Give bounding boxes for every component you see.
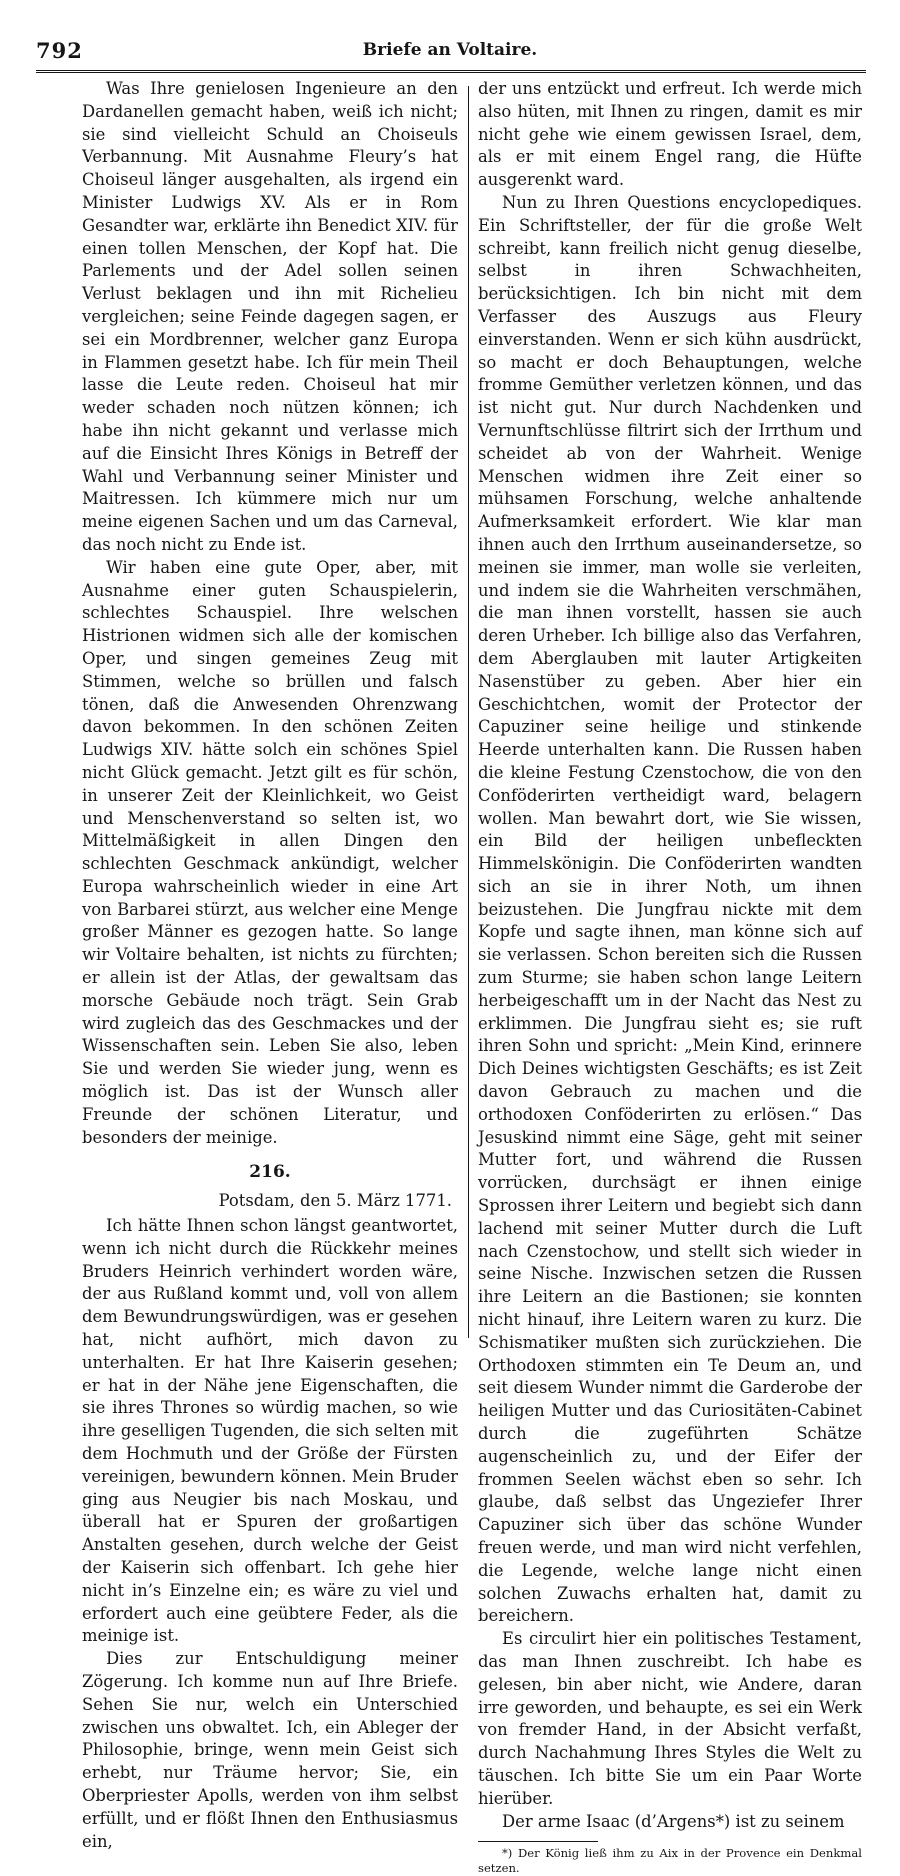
paragraph: Der arme Isaac (d’Argens*) ist zu seinem [502,1811,845,1831]
paragraph: Wir haben eine gute Oper, aber, mit Ausnahme einer guten Schauspielerin, schlechtes Schauspiel. Ihre welschen Histrionen widmen sich alle der komischen Oper, und singen gemeines Zeug mit Stimmen, welche so brüllen und falsch tönen, daß die Anwesenden Ohrenzwang davon bekommen. In den schönen Zeiten Ludwigs XIV. hätte solch ein schönes Spiel nicht Glück gemacht. Jetzt gilt es für schön, in unserer Zeit der Kleinlichkeit, wo Geist und Menschenverstand so selten ist, wo Mittelmäßigkeit in allen Dingen den schlechten Geschmack ankündigt, welcher Europa wahrscheinlich wieder in eine Art von Barbarei stürzt, aus welcher eine Menge großer Männer es gezogen hatte. So lange wir Voltaire behalten, ist nichts zu fürchten; er allein ist der Atlas, der gewaltsam das morsche Gebäude noch trägt. Sein Grab wird zugleich das des Geschmackes und der Wissenschaften sein. Leben Sie also, leben Sie und werden Sie wieder jung, wenn es möglich ist. Das ist der Wunsch aller Freunde der schönen Literatur, und besonders der meinige. [82,557,458,1147]
running-title: Briefe an Voltaire. [362,40,538,60]
left-column [82,78,458,1853]
paragraph: Dies zur Entschuldigung meiner Zögerung. Ich komme nun auf Ihre Briefe. Sehen Sie nur, welch ein Unterschied zwischen uns obwaltet. Ich, ein Ableger der Philosophie, bringe, wenn mein Geist sich erhebt, nur Träume hervor; Sie, ein Oberpriester Apolls, werden von ihm selbst erfüllt, und er flößt Ihnen den Enthusiasmus ein, [82,1649,458,1851]
page-header [36,38,864,64]
footnote-rule [478,1841,598,1842]
header-rule [36,70,866,73]
paragraph: Nun zu Ihren Questions encyclopediques. Ein Schriftsteller, der für die große Welt schreibt, kann freilich nicht genug dieselbe, selbst in ihren Schwachheiten, berücksichtigen. Ich bin nicht mit dem Verfasser des Auszugs aus Fleury einverstanden. Wenn er sich kühn ausdrückt, so macht er doch Behauptungen, welche fromme Gemüther verletzen können, und das ist nicht gut. Nur durch Nachdenken und Vernunftschlüsse filtrirt sich der Irrthum und scheidet ab von der Wahrheit. Wenige Menschen widmen ihre Zeit einer so mühsamen Forschung, welche anhaltende Aufmerksamkeit erfordert. Wie klar man ihnen auch den Irrthum auseinandersetze, so meinen sie immer, man wolle sie verleiten, und indem sie die Wahrheiten verschmähen, die man ihnen vorstellt, hassen sie auch deren Urheber. Ich billige also das Verfahren, dem Aberglauben mit lauter Artigkeiten Nasenstüber zu geben. Aber hier ein Geschichtchen, womit der Protector der Capuziner seine heilige und stinkende Heerde unterhalten kann. Die Russen haben die kleine Festung Czenstochow, die von den Conföderirten vertheidigt ward, belagern wollen. Man bewahrt dort, wie Sie wissen, ein Bild der heiligen unbefleckten Himmelskönigin. Die Conföderirten wandten sich an sie in ihrer Noth, um ihnen beizustehen. Die Jungfrau nickte mit dem Kopfe und sagte ihnen, man könne sich auf sie verlassen. Schon bereiten sich die Russen zum Sturme; sie haben schon lange Leitern herbeigeschafft um in der Nacht das Nest zu erklimmen. Die Jungfrau sieht es; sie ruft ihren Sohn und spricht: „Mein Kind, erinnere Dich Deines wichtigsten Geschäfts; es ist Zeit davon Gebrauch zu machen und die orthodoxen Conföderirten zu erlösen.“ Das Jesuskind nimmt eine Säge, geht mit seiner Mutter fort, und während die Russen vorrücken, durchsägt er ihnen einige Sprossen ihrer Leitern und begiebt sich dann lachend mit seiner Mutter durch die Luft nach Czenstochow, und stellt sich wieder in seine Nische. Inzwischen setzen die Russen ihre Leitern an die Bastionen; sie konnten nicht hinauf, ihre Leitern waren zu kurz. Die Schismatiker mußten sich zurückziehen. Die Orthodoxen stimmten ein Te Deum an, und seit diesem Wunder nimmt die Garderobe der heiligen Mutter und das Curiositäten-Cabinet durch die zugeführten Schätze augenscheinlich zu, und der Eifer der frommen Seelen wächst eben so sehr. Ich glaube, daß selbst das Ungeziefer Ihrer Capuziner sich über das schöne Wunder freuen werde, und man wird nicht verfehlen, die Legende, welche lange nicht einen solchen Zuwachs erhalten hat, damit zu bereichern. [478,192,862,1626]
letter-dateline: Potsdam, den 5. März 1771. [218,1191,452,1211]
paragraph: Ich hätte Ihnen schon längst geantwortet, wenn ich nicht durch die Rückkehr meines Bruders Heinrich verhindert worden wäre, der aus Rußland kommt und, voll von allem dem Bewundrungswürdigen, was er gesehen hat, nicht aufhört, mich davon zu unterhalten. Er hat Ihre Kaiserin gesehen; er hat in der Nähe jene Eigenschaften, die sie ihres Thrones so würdig machen, so wie ihre geselligen Tugenden, die sich selten mit dem Hochmuth und der Größe der Fürsten vereinigen, bewundern können. Mein Bruder ging aus Neugier bis nach Moskau, und überall hat er Spuren der großartigen Anstalten gesehen, durch welche der Geist der Kaiserin sich offenbart. Ich gehe hier nicht in’s Einzelne ein; es wäre zu viel und erfordert auch eine geübtere Feder, als die meinige ist. [82,1216,458,1646]
column-divider [468,86,469,1338]
paragraph: Was Ihre genielosen Ingenieure an den Dardanellen gemacht haben, weiß ich nicht; sie sind vielleicht Schuld an Choiseuls Verbannung. Mit Ausnahme Fleury’s hat Choiseul länger ausgehalten, als irgend ein Minister Ludwigs XV. Als er in Rom Gesandter war, erklärte ihn Benedict XIV. für einen tollen Menschen, der Kopf hat. Die Parlements und der Adel sollen seinen Verlust beklagen und ihn mit Richelieu vergleichen; seine Feinde dagegen sagen, er sei ein Mordbrenner, welcher ganz Europa in Flammen gesetzt habe. Ich für mein Theil lasse die Leute reden. Choiseul hat mir weder schaden noch nützen können; ich habe ihn nicht gekannt und verlasse mich auf die Einsicht Ihres Königs in Betreff der Wahl und Verbannung seiner Minister und Maitressen. Ich kümmere mich nur um meine eigenen Sachen und um das Carneval, das noch nicht zu Ende ist. [82,79,458,554]
page-number: 792 [36,38,83,63]
letter-number: 216. [249,1162,291,1183]
footnote: *) Der König ließ ihm zu Aix in der Provence ein Denkmal setzen. [478,1846,862,1876]
right-column [478,78,862,1876]
paragraph: Es circulirt hier ein politisches Testament, das man Ihnen zuschreibt. Ich habe es gelesen, bin aber nicht, wie Andere, daran irre geworden, und behaupte, es sei ein Werk von fremder Hand, in der Absicht verfaßt, durch Nachahmung Ihres Styles die Welt zu täuschen. Ich bitte Sie um ein Paar Worte hierüber. [478,1629,862,1808]
paragraph: der uns entzückt und erfreut. Ich werde mich also hüten, mit Ihnen zu ringen, damit es mir nicht gehe wie einem gewissen Israel, dem, als er mit einem Engel rang, die Hüfte ausgerenkt ward. [478,79,862,190]
